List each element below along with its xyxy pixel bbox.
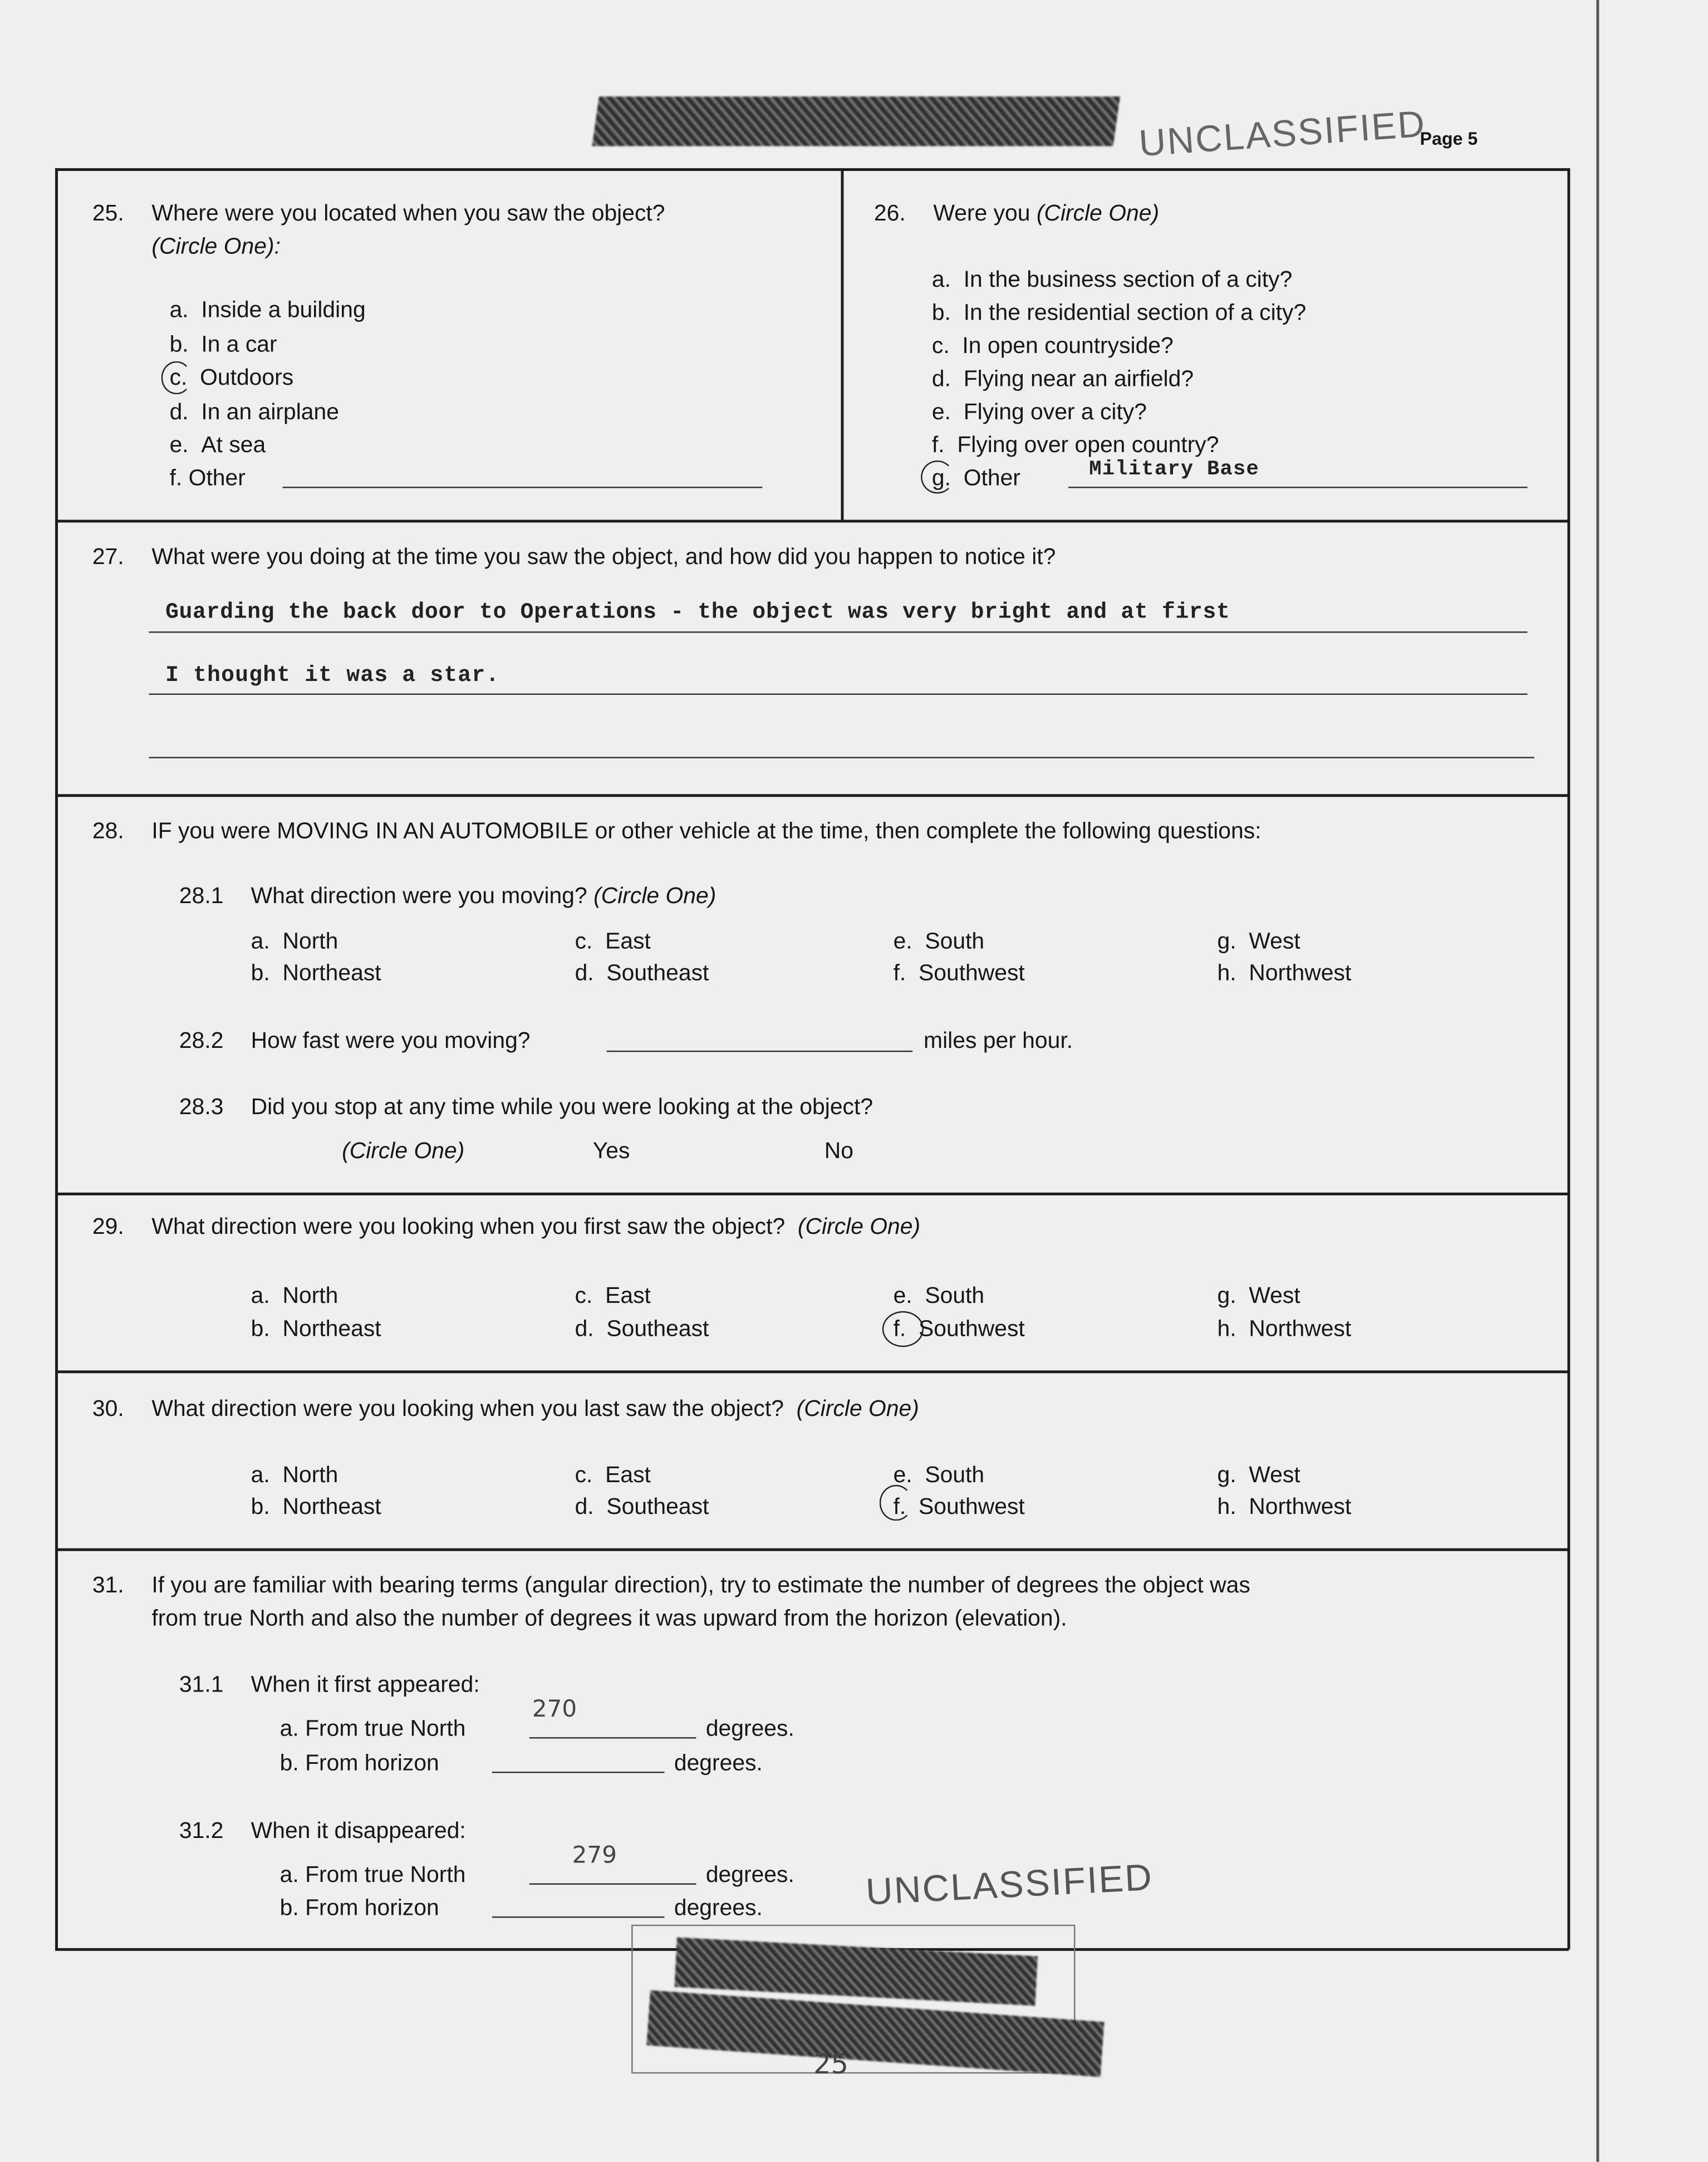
q29-option-g[interactable] xyxy=(1217,1285,1300,1308)
option-label: North xyxy=(282,1463,338,1488)
q30-option-f[interactable] xyxy=(894,1496,1025,1519)
q31-question-line-1: If you are familiar with bearing terms (angular direction), try to estimate the number of degrees the object was xyxy=(151,1573,1250,1598)
q26-number: 26. xyxy=(873,201,906,227)
option-letter: e. xyxy=(931,400,951,425)
option-letter: g. xyxy=(931,465,951,491)
option-label: Flying near an airfield? xyxy=(963,366,1194,392)
q26-option-c[interactable] xyxy=(932,335,1174,358)
option-letter: f. xyxy=(893,1494,906,1519)
option-letter: c. xyxy=(575,929,593,954)
option-label: South xyxy=(925,1283,985,1308)
option-letter: a. xyxy=(169,297,189,323)
option-label: In a car xyxy=(201,332,277,357)
q31-question-line-2: from true North and also the number of degrees it was upward from the horizon (elevation). xyxy=(151,1606,1067,1631)
q26-option-b[interactable] xyxy=(932,302,1306,325)
q29-option-c[interactable] xyxy=(575,1285,651,1308)
q25-option-d[interactable] xyxy=(170,401,339,424)
q26-question xyxy=(933,203,1159,225)
option-letter: h. xyxy=(1217,960,1236,986)
q27-answer-field-3[interactable] xyxy=(149,757,1534,758)
q26-other-field[interactable] xyxy=(1068,487,1528,488)
q26-instruction: (Circle One) xyxy=(1036,201,1160,227)
option-label: South xyxy=(925,1463,985,1488)
option-letter: b. xyxy=(251,960,270,986)
q30-option-g[interactable] xyxy=(1217,1464,1300,1487)
q28-3-number: 28.3 xyxy=(179,1095,224,1120)
circle-mark xyxy=(880,1485,912,1521)
q26-other-value: Military Base xyxy=(1089,458,1260,482)
option-letter: f. xyxy=(893,960,906,986)
q28-1-question xyxy=(251,885,716,908)
q26-option-d[interactable] xyxy=(932,368,1194,391)
q29-text: What direction were you looking when you first saw the object? xyxy=(151,1214,786,1240)
q30-option-h[interactable] xyxy=(1217,1496,1351,1519)
frame-left xyxy=(55,168,57,1949)
q30-number: 30. xyxy=(92,1396,124,1421)
option-label: Flying over a city? xyxy=(963,400,1147,425)
q25-number: 25. xyxy=(92,201,124,227)
option-label: Northeast xyxy=(282,960,381,986)
q25-other-field[interactable] xyxy=(283,487,763,488)
circle-mark xyxy=(882,1311,924,1347)
option-label: North xyxy=(282,1283,338,1308)
q31-2-b-unit: degrees. xyxy=(674,1895,763,1921)
q30-option-a[interactable] xyxy=(251,1464,338,1487)
q28-1-text: What direction were you moving? xyxy=(251,884,587,909)
option-label: Northeast xyxy=(282,1316,381,1342)
q28-q1-option-b[interactable] xyxy=(251,962,381,985)
option-letter: d. xyxy=(575,960,594,986)
option-label: Southwest xyxy=(919,960,1025,986)
q31-2-a-value: 279 xyxy=(572,1842,617,1870)
option-letter: b. xyxy=(251,1316,270,1342)
q25-option-a[interactable] xyxy=(170,299,366,322)
unclassified-stamp-top: UNCLASSIFIED xyxy=(1137,103,1427,165)
q31-2-b-label: b. From horizon xyxy=(279,1895,439,1921)
option-letter: a. xyxy=(251,929,270,954)
q25-question: Where were you located when you saw the object? xyxy=(151,201,665,227)
option-label: West xyxy=(1249,929,1300,954)
option-label: Northeast xyxy=(282,1494,381,1519)
q29-number: 29. xyxy=(92,1214,124,1240)
q27-answer-line-1: Guarding the back door to Operations - the object was very bright and at first xyxy=(165,600,1230,625)
option-label: West xyxy=(1249,1463,1300,1488)
speed-unit: miles per hour. xyxy=(924,1028,1073,1053)
q31-2-b-field[interactable] xyxy=(492,1916,665,1918)
q28-q1-option-d[interactable] xyxy=(575,962,709,985)
q28-1-number: 28.1 xyxy=(179,884,224,909)
q30-option-b[interactable] xyxy=(251,1496,381,1519)
q25-instruction: (Circle One): xyxy=(151,234,281,259)
q28-text-pre: IF you were xyxy=(151,818,277,844)
q31-1-b-field[interactable] xyxy=(492,1772,665,1773)
unclassified-stamp-bottom: UNCLASSIFIED xyxy=(865,1856,1154,1913)
q27-answer-field-1[interactable] xyxy=(149,631,1527,633)
option-letter: d. xyxy=(575,1494,594,1519)
speed-field[interactable] xyxy=(607,1051,913,1052)
q27-answer-field-2[interactable] xyxy=(149,694,1527,695)
option-label: East xyxy=(605,1283,651,1308)
q29-option-b[interactable] xyxy=(251,1318,381,1341)
q29-option-d[interactable] xyxy=(575,1318,709,1341)
q31-2-a-unit: degrees. xyxy=(705,1862,794,1888)
option-letter: f. xyxy=(931,433,945,458)
option-letter: e. xyxy=(893,929,912,954)
q28-q1-option-g[interactable] xyxy=(1217,930,1300,953)
q26-option-f[interactable] xyxy=(932,434,1219,457)
q31-2-number: 31.2 xyxy=(179,1818,224,1844)
option-letter: b. xyxy=(251,1494,270,1519)
divider xyxy=(55,1370,1569,1372)
option-letter: b. xyxy=(169,332,189,357)
circle-mark xyxy=(921,460,954,493)
q29-option-h[interactable] xyxy=(1217,1318,1351,1341)
option-label: North xyxy=(282,929,338,954)
q31-1-a-field[interactable] xyxy=(529,1737,696,1739)
option-label: South xyxy=(925,929,985,954)
option-letter: c. xyxy=(931,334,950,359)
option-label: In an airplane xyxy=(201,400,339,425)
q28-1-instruction: (Circle One) xyxy=(593,884,716,909)
option-label: Northwest xyxy=(1249,960,1352,986)
option-label: Northwest xyxy=(1249,1494,1352,1519)
q30-option-c[interactable] xyxy=(575,1464,651,1487)
q26-option-e[interactable] xyxy=(932,401,1147,424)
q28-text-caps: MOVING IN AN AUTOMOBILE xyxy=(277,818,589,844)
q31-1-question: When it first appeared: xyxy=(251,1672,480,1698)
q31-number: 31. xyxy=(92,1573,124,1598)
divider xyxy=(55,794,1569,796)
q31-2-a-label: a. From true North xyxy=(279,1862,466,1888)
q30-instruction: (Circle One) xyxy=(796,1396,919,1421)
page-edge xyxy=(1596,0,1598,2162)
q29-question xyxy=(151,1216,920,1239)
option-label: Other xyxy=(188,465,246,491)
option-label: Southeast xyxy=(606,960,709,986)
q25-option-f[interactable] xyxy=(170,467,246,490)
option-letter: e. xyxy=(169,433,189,458)
option-letter: g. xyxy=(1217,1283,1236,1308)
option-letter: f. xyxy=(893,1316,906,1342)
q27-question: What were you doing at the time you saw the object, and how did you happen to notice it? xyxy=(151,545,1056,570)
q31-1-a-value: 270 xyxy=(532,1695,577,1724)
q28-question xyxy=(151,820,1261,843)
option-label: Flying over open country? xyxy=(957,433,1219,458)
q26-option-a[interactable] xyxy=(932,269,1292,292)
q29-instruction: (Circle One) xyxy=(797,1214,921,1240)
option-label: Other xyxy=(963,465,1020,491)
q25-option-b[interactable] xyxy=(170,334,277,356)
option-letter: d. xyxy=(931,366,951,392)
option-letter: c. xyxy=(575,1283,593,1308)
q31-2-question: When it disappeared: xyxy=(251,1818,466,1844)
frame-top xyxy=(55,168,1569,170)
q31-1-a-unit: degrees. xyxy=(705,1716,794,1742)
option-label: East xyxy=(605,1463,651,1488)
option-label: Inside a building xyxy=(201,297,366,323)
q29-option-e[interactable] xyxy=(894,1285,985,1308)
q28-q1-option-h[interactable] xyxy=(1217,962,1351,985)
divider xyxy=(55,1193,1569,1195)
option-label: East xyxy=(605,929,651,954)
q28-2-number: 28.2 xyxy=(179,1028,224,1053)
q31-1-number: 31.1 xyxy=(179,1672,224,1698)
q27-number: 27. xyxy=(92,545,124,570)
q30-text: What direction were you looking when you last saw the object? xyxy=(151,1396,784,1421)
option-letter: c. xyxy=(169,365,188,390)
q30-question xyxy=(151,1398,919,1421)
option-letter: e. xyxy=(893,1283,912,1308)
option-letter: g. xyxy=(1217,1463,1236,1488)
option-label: Southeast xyxy=(606,1494,709,1519)
q28-3-question: Did you stop at any time while you were looking at the object? xyxy=(251,1095,873,1120)
q28-q1-option-a[interactable] xyxy=(251,930,338,953)
q28-number: 28. xyxy=(92,818,124,844)
option-letter: g. xyxy=(1217,929,1236,954)
option-label: Southeast xyxy=(606,1316,709,1342)
q31-2-a-field[interactable] xyxy=(529,1883,696,1885)
q31-1-a-label: a. From true North xyxy=(279,1716,466,1742)
option-letter: h. xyxy=(1217,1316,1236,1342)
option-label: Outdoors xyxy=(200,365,294,390)
option-letter: b. xyxy=(931,300,951,326)
divider xyxy=(55,1548,1569,1551)
option-letter: a. xyxy=(931,267,951,292)
q28-text-post: or other vehicle at the time, then complete the following questions: xyxy=(588,818,1262,844)
q31-1-b-label: b. From horizon xyxy=(279,1751,439,1776)
q28-2-question: How fast were you moving? xyxy=(251,1028,531,1053)
frame-right xyxy=(1567,168,1569,1949)
option-letter: d. xyxy=(169,400,189,425)
option-label: In the business section of a city? xyxy=(963,267,1293,292)
q28-q1-option-e[interactable] xyxy=(894,930,985,953)
option-letter: e. xyxy=(893,1463,912,1488)
q28-3-yes[interactable]: Yes xyxy=(592,1139,630,1164)
option-letter: d. xyxy=(575,1316,594,1342)
q29-option-a[interactable] xyxy=(251,1285,338,1308)
page-number: Page 5 xyxy=(1420,128,1478,149)
option-label: In open countryside? xyxy=(962,334,1174,359)
q31-1-b-unit: degrees. xyxy=(674,1751,763,1776)
q26-text: Were you xyxy=(933,201,1030,227)
q28-3-instruction: (Circle One) xyxy=(342,1139,465,1164)
option-label: Northwest xyxy=(1249,1316,1352,1342)
q27-answer-line-2: I thought it was a star. xyxy=(165,663,500,688)
q25-option-e[interactable] xyxy=(170,434,266,457)
option-letter: f. xyxy=(169,465,183,491)
option-label: West xyxy=(1249,1283,1300,1308)
option-letter: c. xyxy=(575,1463,593,1488)
divider xyxy=(55,520,1569,522)
option-letter: a. xyxy=(251,1283,270,1308)
option-label: At sea xyxy=(201,433,266,458)
option-label: Southwest xyxy=(919,1316,1025,1342)
option-label: Southwest xyxy=(919,1494,1025,1519)
option-label: In the residential section of a city? xyxy=(963,300,1307,326)
q28-q1-option-c[interactable] xyxy=(575,930,651,953)
q28-3-no[interactable]: No xyxy=(824,1139,853,1164)
option-letter: h. xyxy=(1217,1494,1236,1519)
q28-q1-option-f[interactable] xyxy=(894,962,1025,985)
option-letter: a. xyxy=(251,1463,270,1488)
q30-option-e[interactable] xyxy=(894,1464,985,1487)
handwritten-page-number: 25 xyxy=(813,2047,848,2081)
circle-mark xyxy=(161,361,192,394)
redacted-header xyxy=(592,96,1120,146)
q30-option-d[interactable] xyxy=(575,1496,709,1519)
divider-25-26 xyxy=(841,168,843,521)
